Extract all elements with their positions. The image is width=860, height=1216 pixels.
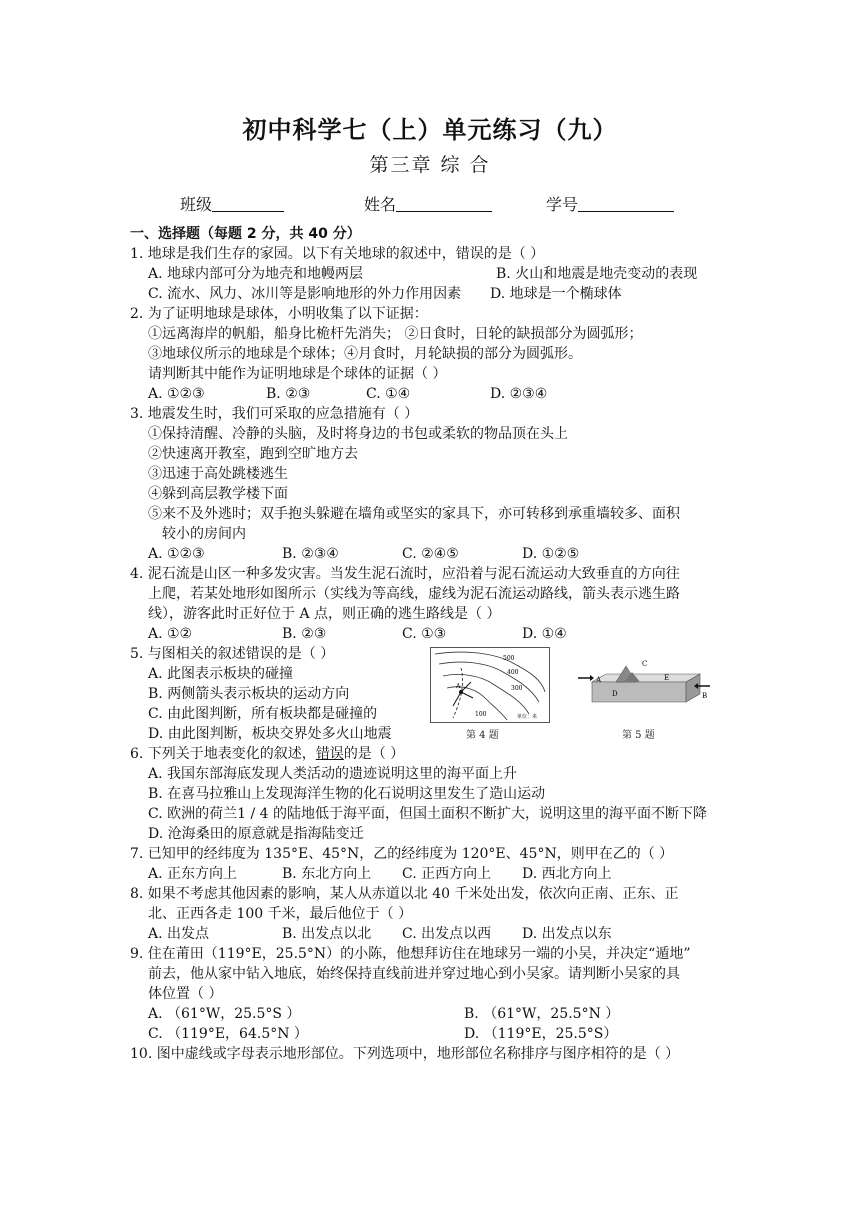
- figure-4-contour-map: [430, 647, 550, 723]
- q4-option-d: D. ①④: [522, 626, 567, 642]
- plate-label-d: D: [612, 690, 618, 698]
- name-blank[interactable]: [396, 195, 492, 212]
- q7-stem: 7. 已知甲的经纬度为 135°E、45°N，乙的经纬度为 120°E、45°N，则甲在乙的（ ）: [130, 846, 674, 862]
- q3-stem: 3. 地震发生时，我们可采取的应急措施有（ ）: [130, 406, 419, 422]
- contour-map-illustration: [431, 648, 549, 722]
- q1-option-a: A. 地球内部可分为地壳和地幔两层: [148, 266, 364, 282]
- unit-label: 单位：米: [517, 714, 538, 720]
- q9-option-c: C. （119°E，64.5°N ）: [148, 1026, 308, 1042]
- q8-option-a: A. 出发点: [148, 926, 210, 942]
- q9-option-b: B. （61°W，25.5°N ）: [464, 1006, 620, 1022]
- section-heading: 一、选择题（每题 2 分，共 40 分）: [130, 226, 361, 242]
- q5-stem: 5. 与图相关的叙述错误的是（ ）: [130, 646, 335, 662]
- q9-stem-1: 9. 住在莆田（119°E，25.5°N）的小陈，他想拜访住在地球另一端的小吴，并决定“遁地”: [130, 946, 691, 962]
- class-field: [180, 192, 284, 215]
- q6-option-b: B. 在喜马拉雅山上发现海洋生物的化石说明这里发生了造山运动: [148, 786, 546, 802]
- q8-stem-1: 8. 如果不考虑其他因素的影响，某人从赤道以北 40 千米处出发，依次向正南、正东、正: [130, 886, 679, 902]
- q4-option-c: C. ①③: [402, 626, 447, 642]
- q6-option-d: D. 沧海桑田的原意就是指海陆变迁: [148, 826, 364, 842]
- q3-item-1: ①保持清醒、冷静的头脑，及时将身边的书包或柔软的物品顶在头上: [148, 426, 568, 442]
- plate-label-b: B: [702, 692, 708, 700]
- q9-stem-3: 体位置（ ）: [148, 986, 223, 1002]
- name-label: 姓名: [364, 195, 397, 214]
- class-blank[interactable]: [212, 195, 284, 212]
- q1-option-b: B. 火山和地震是地壳变动的表现: [496, 266, 698, 282]
- q3-option-d: D. ①②⑤: [522, 546, 580, 562]
- q2-option-a: A. ①②③: [148, 386, 205, 402]
- q4-option-a: A. ①②: [148, 626, 193, 642]
- q2-evidence-2: ③地球仪所示的地球是个球体；④月食时，月轮缺损的部分为圆弧形。: [148, 346, 582, 362]
- q3-option-b: B. ②③④: [282, 546, 339, 562]
- q3-item-4: ④躲到高层教学楼下面: [148, 486, 288, 502]
- q1-stem: 1. 地球是我们生存的家园。以下有关地球的叙述中，错误的是（ ）: [130, 246, 545, 262]
- q3-item-5: ⑤来不及外逃时；双手抱头躲避在墙角或坚实的家具下，亦可转移到承重墙较多、面积: [148, 506, 680, 522]
- q4-stem-1: 4. 泥石流是山区一种多发灾害。当发生泥石流时，应沿着与泥石流运动大致垂直的方向往: [130, 566, 680, 582]
- contour-label-400: 400: [507, 669, 519, 676]
- q2-stem: 2. 为了证明地球是球体，小明收集了以下证据：: [130, 306, 428, 322]
- class-label: 班级: [180, 195, 213, 214]
- q8-option-c: C. 出发点以西: [402, 926, 492, 942]
- plate-label-a: A: [596, 676, 602, 684]
- figure-4-caption: 第 4 题: [466, 730, 499, 741]
- q6-stem-underlined: 错误: [315, 746, 344, 762]
- q6-stem: [130, 744, 404, 764]
- q8-option-d: D. 出发点以东: [522, 926, 612, 942]
- q2-prompt: 请判断其中能作为证明地球是个球体的证据（ ）: [148, 366, 447, 382]
- q7-option-d: D. 西北方向上: [522, 866, 612, 882]
- q9-option-d: D. （119°E，25.5°S）: [464, 1026, 618, 1042]
- q3-item-3: ③迅速于高处跳楼逃生: [148, 466, 288, 482]
- q3-item-2: ②快速离开教室，跑到空旷地方去: [148, 446, 358, 462]
- contour-label-500: 500: [503, 655, 515, 662]
- q7-option-a: A. 正东方向上: [148, 866, 238, 882]
- page-title: 初中科学七（上）单元练习（九）: [242, 116, 618, 144]
- q10-stem: 10. 图中虚线或字母表示地形部位。下列选项中，地形部位名称排序与图序相符的是（ ）: [130, 1046, 680, 1062]
- q3-item-5-cont: 较小的房间内: [162, 526, 246, 542]
- q6-stem-pre: 6. 下列关于地表变化的叙述，: [130, 746, 316, 762]
- figure-5-plate-diagram: [576, 654, 712, 710]
- q5-option-c: C. 由此图判断，所有板块都是碰撞的: [148, 706, 378, 722]
- q2-option-d: D. ②③④: [490, 386, 548, 402]
- q2-option-c: C. ①④: [366, 386, 411, 402]
- contour-label-100: 100: [475, 711, 487, 718]
- q2-evidence-1: ①远离海岸的帆船，船身比桅杆先消失； ②日食时，日轮的缺损部分为圆弧形；: [148, 326, 643, 342]
- q6-stem-post: 的是（ ）: [343, 746, 405, 762]
- q2-option-b: B. ②③: [266, 386, 311, 402]
- contour-label-300: 300: [511, 685, 523, 692]
- q1-option-d: D. 地球是一个椭球体: [490, 286, 622, 302]
- q3-option-c: C. ②④⑤: [402, 546, 459, 562]
- q6-option-c: C. 欧洲的荷兰1 / 4 的陆地低于海平面，但国土面积不断扩大，说明这里的海平面不断下降: [148, 806, 707, 822]
- q7-option-b: B. 东北方向上: [282, 866, 372, 882]
- plate-label-e: E: [664, 674, 670, 682]
- q8-option-b: B. 出发点以北: [282, 926, 372, 942]
- point-a-label: A: [456, 683, 461, 690]
- student-id-label: 学号: [546, 195, 579, 214]
- q3-option-a: A. ①②③: [148, 546, 205, 562]
- q7-option-c: C. 正西方向上: [402, 866, 492, 882]
- q4-stem-3: 线），游客此时正好位于 A 点，则正确的逃生路线是（ ）: [148, 606, 501, 622]
- plate-collision-illustration: [576, 654, 712, 710]
- q5-option-b: B. 两侧箭头表示板块的运动方向: [148, 686, 350, 702]
- q1-option-c: C. 流水、风力、冰川等是影响地形的外力作用因素: [148, 286, 462, 302]
- student-id-blank[interactable]: [578, 195, 674, 212]
- student-id-field: [546, 192, 674, 215]
- figure-5-caption: 第 5 题: [622, 730, 655, 741]
- q8-stem-2: 北、正西各走 100 千米，最后他位于（ ）: [148, 906, 413, 922]
- chapter-subtitle: 第三章 综 合: [369, 154, 491, 176]
- q5-option-d: D. 由此图判断，板块交界处多火山地震: [148, 726, 392, 742]
- plate-label-c: C: [642, 660, 648, 668]
- q9-option-a: A. （61°W，25.5°S ）: [148, 1006, 301, 1022]
- q4-stem-2: 上爬，若某处地形如图所示（实线为等高线，虚线为泥石流运动路线，箭头表示逃生路: [148, 586, 680, 602]
- name-field: [364, 192, 492, 215]
- q5-option-a: A. 此图表示板块的碰撞: [148, 666, 294, 682]
- q6-option-a: A. 我国东部海底发现人类活动的遗迹说明这里的海平面上升: [148, 766, 518, 782]
- q4-option-b: B. ②③: [282, 626, 327, 642]
- q9-stem-2: 前去，他从家中钻入地底，始终保持直线前进并穿过地心到小吴家。请判断小吴家的具: [148, 966, 680, 982]
